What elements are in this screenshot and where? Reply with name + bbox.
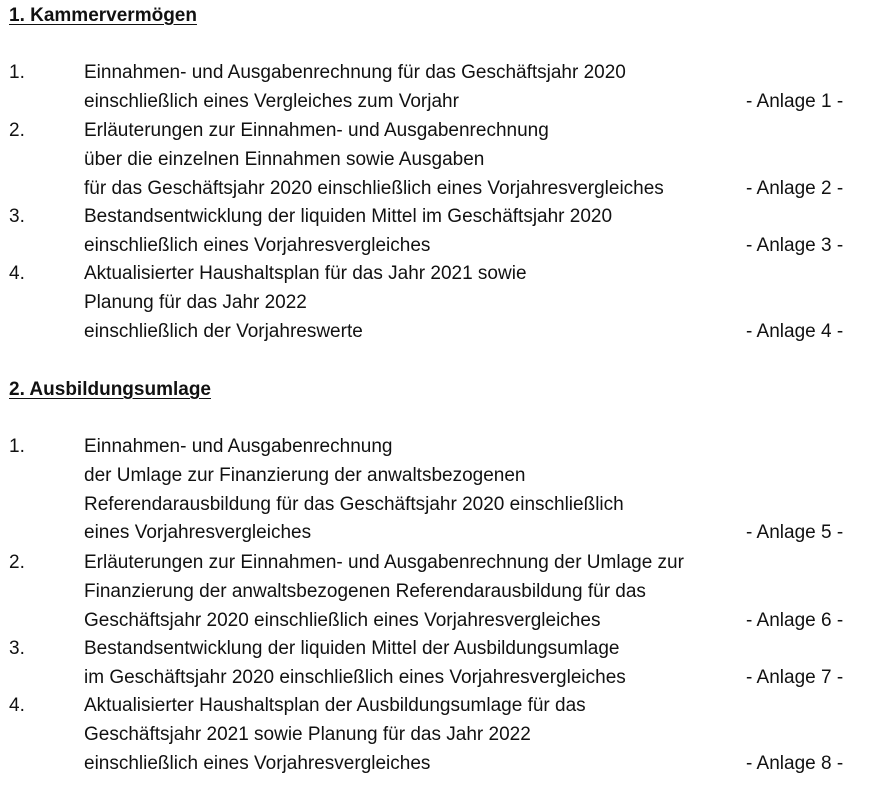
item-number: 2. <box>9 120 25 141</box>
item-text <box>84 203 612 261</box>
item-number: 3. <box>9 638 25 659</box>
item-number: 1. <box>9 62 25 83</box>
anlage-label: - Anlage 2 - <box>746 177 844 199</box>
item-line: Bestandsentwicklung der liquiden Mittel im Geschäftsjahr 2020 <box>84 206 613 227</box>
anlage-label: - Anlage 8 - <box>746 752 844 774</box>
item-text <box>84 635 626 693</box>
section-heading-kammervermoegen: 1. Kammervermögen <box>9 5 197 26</box>
item-text <box>84 59 626 117</box>
anlage-label: - Anlage 6 - <box>746 609 844 631</box>
item-line: Referendarausbildung für das Geschäftsjahr 2020 einschließlich <box>84 493 624 515</box>
section-heading-ausbildungsumlage: 2. Ausbildungsumlage <box>9 379 211 400</box>
item-line: Einnahmen- und Ausgabenrechnung <box>84 436 393 457</box>
item-line: Bestandsentwicklung der liquiden Mittel der Ausbildungsumlage <box>84 638 620 659</box>
item-text <box>84 433 624 548</box>
anlage-label: - Anlage 3 - <box>746 234 844 256</box>
item-line: Erläuterungen zur Einnahmen- und Ausgabenrechnung <box>84 120 549 141</box>
item-line: Planung für das Jahr 2022 <box>84 291 307 313</box>
item-line: Geschäftsjahr 2021 sowie Planung für das Jahr 2022 <box>84 723 531 745</box>
item-text <box>84 692 586 778</box>
item-line: einschließlich eines Vergleiches zum Vorjahr <box>84 90 459 112</box>
item-line: Aktualisierter Haushaltsplan für das Jahr 2021 sowie <box>84 263 527 284</box>
item-number: 1. <box>9 436 25 457</box>
item-line: im Geschäftsjahr 2020 einschließlich eines Vorjahresvergleiches <box>84 666 626 688</box>
item-line: der Umlage zur Finanzierung der anwaltsbezogenen <box>84 464 526 486</box>
item-number: 4. <box>9 695 25 716</box>
anlage-label: - Anlage 4 - <box>746 320 844 342</box>
item-line: Aktualisierter Haushaltsplan der Ausbildungsumlage für das <box>84 695 586 716</box>
item-text <box>84 549 684 635</box>
item-text <box>84 117 664 203</box>
item-line: Einnahmen- und Ausgabenrechnung für das Geschäftsjahr 2020 <box>84 62 626 83</box>
item-line: einschließlich eines Vorjahresvergleiches <box>84 234 431 256</box>
anlage-label: - Anlage 5 - <box>746 522 844 544</box>
item-line: eines Vorjahresvergleiches <box>84 522 312 544</box>
anlage-label: - Anlage 1 - <box>746 90 844 112</box>
item-number: 4. <box>9 263 25 284</box>
item-number: 2. <box>9 552 25 573</box>
item-line: Geschäftsjahr 2020 einschließlich eines Vorjahresvergleiches <box>84 609 601 631</box>
anlage-label: - Anlage 7 - <box>746 666 844 688</box>
item-line: einschließlich eines Vorjahresvergleiches <box>84 752 431 774</box>
item-line: über die einzelnen Einnahmen sowie Ausgaben <box>84 148 485 170</box>
item-line: Finanzierung der anwaltsbezogenen Referendarausbildung für das <box>84 580 646 602</box>
item-line: einschließlich der Vorjahreswerte <box>84 320 363 342</box>
item-line: Erläuterungen zur Einnahmen- und Ausgabenrechnung der Umlage zur <box>84 552 684 573</box>
item-line: für das Geschäftsjahr 2020 einschließlich eines Vorjahresvergleiches <box>84 177 664 199</box>
item-number: 3. <box>9 206 25 227</box>
item-text <box>84 260 527 346</box>
